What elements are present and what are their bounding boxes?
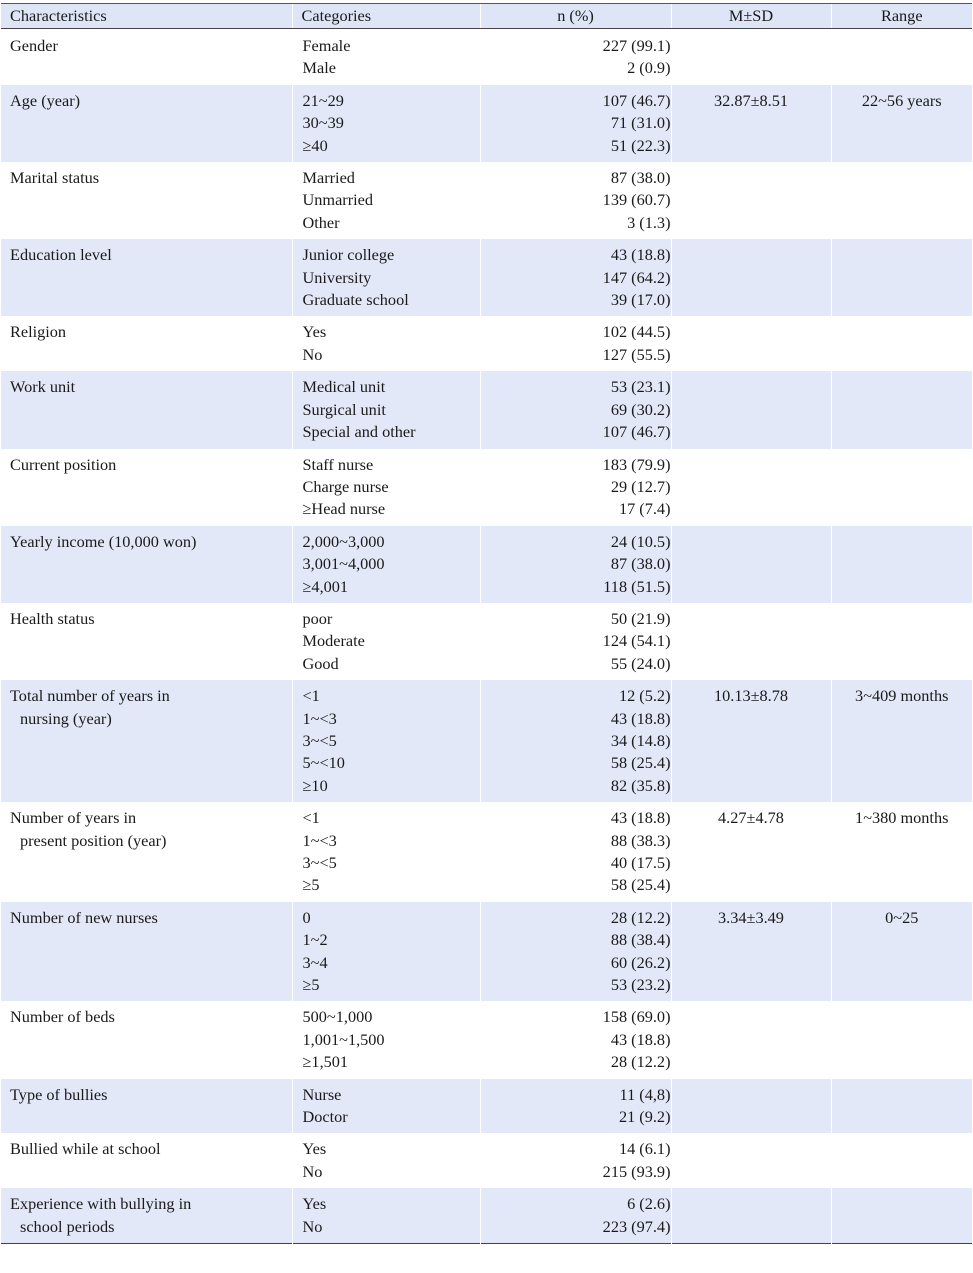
n-percent-values — [533, 35, 671, 80]
n-percent-values — [533, 685, 671, 797]
table-row — [1, 239, 972, 316]
characteristic-label: Age (year) — [10, 90, 81, 110]
category-label: Moderate — [302, 631, 365, 651]
n-percent-value: 28 (12.2) — [610, 907, 671, 927]
mean-sd-cell — [671, 449, 831, 526]
characteristic-label: Health status — [10, 608, 95, 628]
range-cell — [831, 29, 972, 85]
n-percent-value: 14 (6.1) — [618, 1139, 671, 1159]
category-label: Surgical unit — [302, 399, 386, 419]
category-label: ≥5 — [302, 875, 320, 895]
n-percent-values — [533, 90, 671, 157]
n-percent-cell — [480, 162, 671, 239]
mean-sd-cell — [671, 1079, 831, 1134]
n-percent-value: 87 (38.0) — [610, 554, 671, 574]
table-row — [1, 29, 972, 85]
categories-cell — [292, 680, 480, 802]
characteristic-label: present position (year) — [20, 830, 167, 850]
characteristic-label: Type of bullies — [10, 1084, 108, 1104]
n-percent-value: 55 (24.0) — [610, 653, 671, 673]
characteristic-label: Gender — [10, 36, 58, 55]
table-row — [1, 526, 972, 603]
n-percent-values — [533, 1193, 671, 1238]
characteristic-cell — [1, 1001, 292, 1078]
n-percent-values — [533, 807, 671, 897]
characteristic-label: Yearly income (10,000 won) — [10, 531, 197, 551]
category-label: ≥10 — [302, 775, 328, 795]
category-label: ≥5 — [302, 975, 320, 995]
range-cell — [831, 1188, 972, 1243]
header-mean-sd: M±SD — [671, 4, 831, 29]
n-percent-value: 11 (4,8) — [619, 1084, 671, 1104]
category-label: ≥1,501 — [302, 1052, 349, 1072]
n-percent-value: 183 (79.9) — [602, 454, 671, 474]
n-percent-value: 50 (21.9) — [610, 608, 671, 628]
range-cell: 0~25 — [831, 902, 972, 1002]
n-percent-value: 17 (7.4) — [618, 499, 671, 519]
categories-cell — [292, 1001, 480, 1078]
n-percent-value: 53 (23.1) — [610, 377, 671, 397]
table-row — [1, 1079, 972, 1134]
n-percent-cell — [480, 1188, 671, 1243]
category-label: Special and other — [302, 422, 416, 442]
characteristic-label: school periods — [20, 1216, 115, 1236]
n-percent-value: 12 (5.2) — [618, 686, 671, 706]
category-label: Female — [302, 36, 351, 55]
category-label: Unmarried — [302, 190, 374, 210]
range-cell — [831, 239, 972, 316]
categories-cell — [292, 29, 480, 85]
n-percent-value: 6 (2.6) — [627, 1194, 671, 1214]
category-label: No — [302, 344, 323, 364]
characteristics-table — [1, 3, 972, 1244]
n-percent-cell — [480, 680, 671, 802]
characteristic-label: Number of years in — [10, 808, 137, 828]
category-label: 1,001~1,500 — [302, 1029, 385, 1049]
n-percent-value: 2 (0.9) — [627, 58, 671, 78]
categories-cell — [292, 371, 480, 448]
n-percent-values — [533, 531, 671, 598]
range-cell — [831, 1001, 972, 1078]
category-label: Nurse — [302, 1084, 342, 1104]
table-row — [1, 85, 972, 162]
categories-cell — [292, 85, 480, 162]
n-percent-cell — [480, 902, 671, 1002]
characteristic-label: Current position — [10, 454, 117, 474]
table-row — [1, 371, 972, 448]
mean-sd-cell — [671, 1001, 831, 1078]
mean-sd-cell — [671, 1133, 831, 1188]
category-label: 21~29 — [302, 90, 344, 110]
table-body — [1, 29, 972, 1244]
n-percent-value: 58 (25.4) — [610, 875, 671, 895]
table-row — [1, 316, 972, 371]
n-percent-value: 102 (44.5) — [602, 322, 671, 342]
mean-sd-cell — [671, 162, 831, 239]
categories-cell — [292, 1079, 480, 1134]
n-percent-cell — [480, 239, 671, 316]
header-range: Range — [831, 4, 972, 29]
n-percent-value: 124 (54.1) — [602, 631, 671, 651]
n-percent-value: 3 (1.3) — [627, 212, 671, 232]
table-row — [1, 1001, 972, 1078]
range-cell — [831, 1079, 972, 1134]
n-percent-value: 223 (97.4) — [602, 1216, 671, 1236]
characteristic-cell — [1, 603, 292, 680]
mean-sd-cell — [671, 239, 831, 316]
table-row — [1, 902, 972, 1002]
characteristic-label: Number of new nurses — [10, 907, 158, 927]
mean-sd-cell — [671, 526, 831, 603]
n-percent-value: 158 (69.0) — [602, 1007, 671, 1027]
table-row — [1, 449, 972, 526]
category-label: 3~<5 — [302, 853, 337, 872]
category-label: ≥4,001 — [302, 576, 349, 596]
mean-sd-cell: 3.34±3.49 — [671, 902, 831, 1002]
n-percent-values — [533, 454, 671, 521]
n-percent-value: 40 (17.5) — [610, 853, 671, 872]
n-percent-cell — [480, 603, 671, 680]
categories-cell — [292, 802, 480, 902]
n-percent-value: 43 (18.8) — [610, 1029, 671, 1049]
category-label: Yes — [302, 322, 327, 342]
n-percent-value: 139 (60.7) — [602, 190, 671, 210]
range-cell: 22~56 years — [831, 85, 972, 162]
table-row — [1, 1133, 972, 1188]
category-label: 3,001~4,000 — [302, 554, 385, 574]
mean-sd-cell — [671, 316, 831, 371]
category-label: No — [302, 1161, 323, 1181]
n-percent-value: 71 (31.0) — [610, 113, 671, 133]
n-percent-value: 127 (55.5) — [602, 344, 671, 364]
n-percent-cell — [480, 802, 671, 902]
range-cell — [831, 371, 972, 448]
mean-sd-cell — [671, 1188, 831, 1243]
category-label: Staff nurse — [302, 454, 374, 474]
header-categories: Categories — [292, 4, 480, 29]
n-percent-value: 43 (18.8) — [610, 245, 671, 265]
characteristic-cell — [1, 680, 292, 802]
category-label: 3~<5 — [302, 730, 337, 750]
n-percent-value: 107 (46.7) — [602, 90, 671, 110]
characteristic-cell — [1, 371, 292, 448]
n-percent-cell — [480, 371, 671, 448]
table-row — [1, 802, 972, 902]
category-label: <1 — [302, 808, 320, 828]
characteristic-label: Bullied while at school — [10, 1139, 161, 1159]
n-percent-value: 43 (18.8) — [610, 808, 671, 828]
n-percent-value: 69 (30.2) — [610, 399, 671, 419]
n-percent-value: 34 (14.8) — [610, 730, 671, 750]
header-characteristics: Characteristics — [1, 4, 292, 29]
categories-cell — [292, 316, 480, 371]
category-label: 30~39 — [302, 113, 344, 133]
categories-cell — [292, 526, 480, 603]
characteristic-cell — [1, 316, 292, 371]
characteristic-label: Religion — [10, 322, 67, 342]
n-percent-values — [533, 244, 671, 311]
category-label: 2,000~3,000 — [302, 531, 385, 551]
n-percent-value: 88 (38.4) — [610, 930, 671, 950]
categories-cell — [292, 1133, 480, 1188]
n-percent-value: 227 (99.1) — [602, 36, 671, 55]
n-percent-value: 88 (38.3) — [610, 830, 671, 850]
n-percent-value: 51 (22.3) — [610, 135, 671, 155]
n-percent-values — [533, 321, 671, 366]
range-cell — [831, 603, 972, 680]
n-percent-value: 82 (35.8) — [610, 775, 671, 795]
category-label: Yes — [302, 1139, 327, 1159]
category-label: 1~<3 — [302, 708, 337, 728]
characteristic-cell — [1, 85, 292, 162]
category-label: Junior college — [302, 245, 395, 265]
n-percent-cell — [480, 526, 671, 603]
range-cell — [831, 526, 972, 603]
range-cell — [831, 162, 972, 239]
category-label: Married — [302, 168, 355, 188]
characteristic-cell — [1, 902, 292, 1002]
category-label: 1~<3 — [302, 830, 337, 850]
mean-sd-cell: 10.13±8.78 — [671, 680, 831, 802]
mean-sd-cell — [671, 371, 831, 448]
category-label: 3~4 — [302, 952, 328, 972]
characteristic-cell — [1, 802, 292, 902]
characteristic-cell — [1, 239, 292, 316]
category-label: No — [302, 1216, 323, 1236]
characteristic-label: Total number of years in — [10, 686, 170, 706]
range-cell — [831, 449, 972, 526]
categories-cell — [292, 162, 480, 239]
category-label: Doctor — [302, 1107, 348, 1127]
category-label: Graduate school — [302, 290, 409, 310]
n-percent-value: 24 (10.5) — [610, 531, 671, 551]
characteristic-cell — [1, 449, 292, 526]
n-percent-value: 29 (12.7) — [610, 476, 671, 496]
characteristic-label: nursing (year) — [20, 708, 112, 728]
categories-cell — [292, 449, 480, 526]
table-row — [1, 162, 972, 239]
category-label: Good — [302, 653, 339, 673]
characteristic-cell — [1, 29, 292, 85]
characteristic-label: Work unit — [10, 377, 76, 397]
n-percent-cell — [480, 1133, 671, 1188]
n-percent-value: 28 (12.2) — [610, 1052, 671, 1072]
range-cell — [831, 316, 972, 371]
categories-cell — [292, 603, 480, 680]
n-percent-values — [533, 1138, 671, 1183]
category-label: 1~2 — [302, 930, 328, 950]
categories-cell — [292, 239, 480, 316]
categories-cell — [292, 902, 480, 1002]
n-percent-values — [533, 376, 671, 443]
n-percent-cell — [480, 449, 671, 526]
category-label: ≥Head nurse — [302, 499, 386, 519]
n-percent-values — [533, 907, 671, 997]
mean-sd-cell — [671, 29, 831, 85]
mean-sd-cell — [671, 603, 831, 680]
n-percent-value: 87 (38.0) — [610, 168, 671, 188]
category-label: Medical unit — [302, 377, 386, 397]
n-percent-value: 107 (46.7) — [602, 422, 671, 442]
n-percent-cell — [480, 1001, 671, 1078]
n-percent-values — [533, 1084, 671, 1129]
mean-sd-cell: 32.87±8.51 — [671, 85, 831, 162]
characteristic-cell — [1, 526, 292, 603]
category-label: 5~<10 — [302, 753, 345, 773]
category-label: <1 — [302, 686, 320, 706]
range-cell — [831, 1133, 972, 1188]
categories-cell — [292, 1188, 480, 1243]
n-percent-value: 215 (93.9) — [602, 1161, 671, 1181]
range-cell: 3~409 months — [831, 680, 972, 802]
characteristic-cell — [1, 1079, 292, 1134]
table-row — [1, 680, 972, 802]
n-percent-value: 118 (51.5) — [603, 576, 671, 596]
characteristic-label: Number of beds — [10, 1007, 115, 1027]
table-row — [1, 1188, 972, 1243]
n-percent-values — [533, 608, 671, 675]
category-label: Male — [302, 58, 336, 78]
n-percent-value: 43 (18.8) — [610, 708, 671, 728]
category-label: Other — [302, 212, 340, 232]
n-percent-value: 60 (26.2) — [610, 952, 671, 972]
n-percent-value: 21 (9.2) — [618, 1107, 671, 1127]
n-percent-values — [533, 167, 671, 234]
table-header-row — [1, 4, 972, 29]
header-n-percent: n (%) — [480, 4, 671, 29]
category-label: poor — [302, 608, 333, 628]
category-label: ≥40 — [302, 135, 328, 155]
n-percent-cell — [480, 29, 671, 85]
category-label: Yes — [302, 1194, 327, 1214]
characteristic-label: Experience with bullying in — [10, 1194, 192, 1214]
n-percent-cell — [480, 1079, 671, 1134]
characteristic-label: Education level — [10, 245, 112, 265]
category-label: Charge nurse — [302, 476, 389, 496]
range-cell: 1~380 months — [831, 802, 972, 902]
n-percent-value: 53 (23.2) — [610, 975, 671, 995]
table-row — [1, 603, 972, 680]
characteristic-label: Marital status — [10, 168, 100, 188]
characteristic-cell — [1, 162, 292, 239]
category-label: University — [302, 267, 372, 287]
category-label: 0 — [302, 907, 311, 927]
n-percent-cell — [480, 316, 671, 371]
n-percent-value: 39 (17.0) — [610, 290, 671, 310]
n-percent-values — [533, 1006, 671, 1073]
mean-sd-cell: 4.27±4.78 — [671, 802, 831, 902]
n-percent-value: 58 (25.4) — [610, 753, 671, 773]
characteristic-cell — [1, 1133, 292, 1188]
n-percent-cell — [480, 85, 671, 162]
category-label: 500~1,000 — [302, 1007, 373, 1027]
n-percent-value: 147 (64.2) — [602, 267, 671, 287]
characteristic-cell — [1, 1188, 292, 1243]
